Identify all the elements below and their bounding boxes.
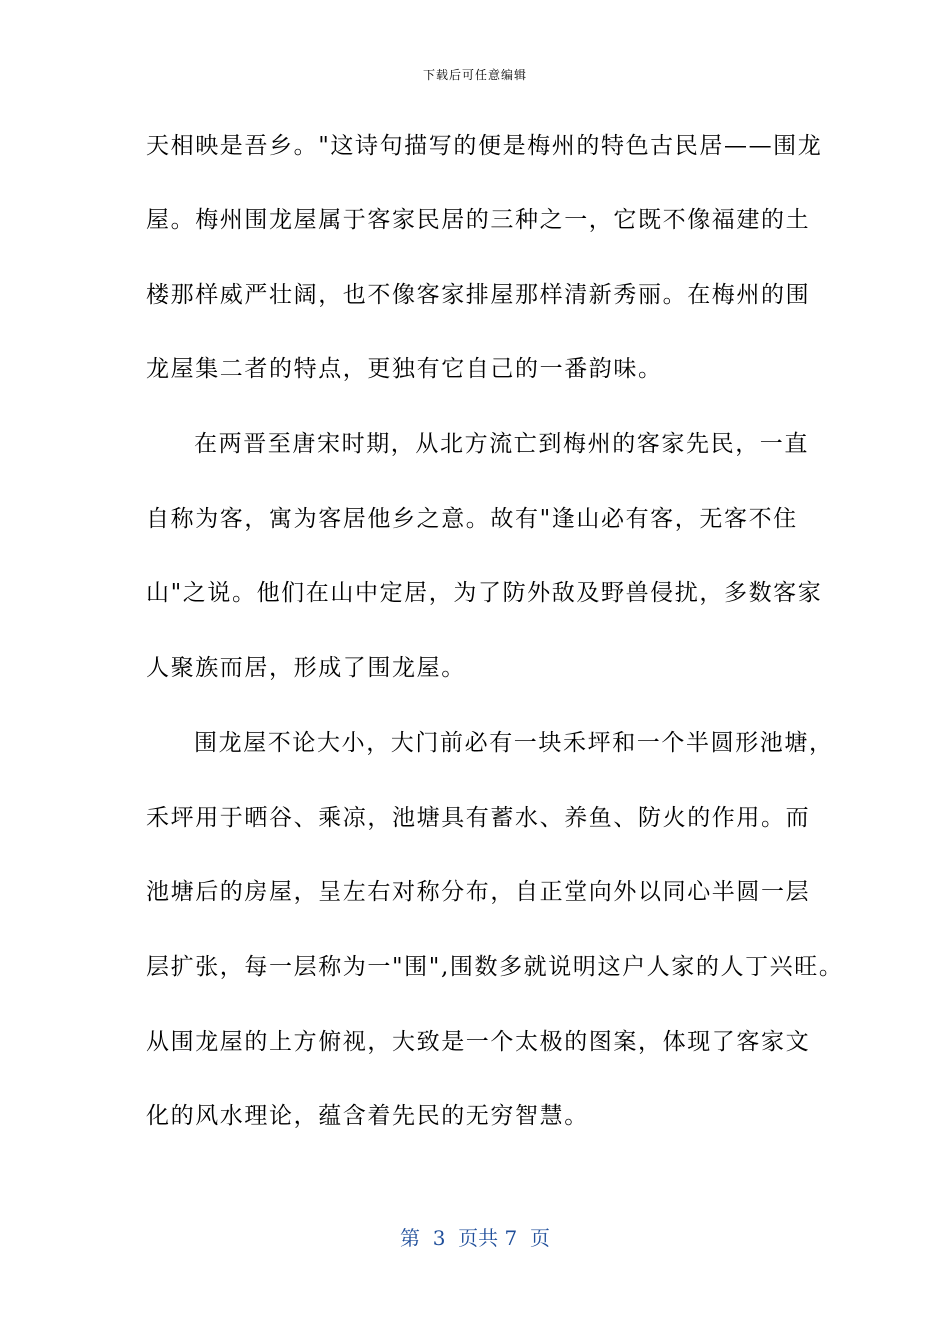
paragraph-line: 人聚族而居，形成了围龙屋。 <box>146 655 466 681</box>
paragraph-line: 禾坪用于晒谷、乘凉，池塘具有蓄水、养鱼、防火的作用。而 <box>146 805 811 831</box>
paragraph-line: 山"之说。他们在山中定居，为了防外敌及野兽侵扰，多数客家 <box>146 580 823 606</box>
page-number: 第 3 页共 7 页 <box>400 1226 550 1250</box>
paragraph-line: 自称为客，寓为客居他乡之意。故有"逢山必有客，无客不住 <box>146 506 798 532</box>
paragraph-line: 屋。梅州围龙屋属于客家民居的三种之一，它既不像福建的土 <box>146 207 811 233</box>
paragraph-line: 围龙屋不论大小，大门前必有一块禾坪和一个半圆形池塘， <box>194 730 834 756</box>
paragraph-line: 化的风水理论，蕴含着先民的无穷智慧。 <box>146 1103 589 1129</box>
page-header-note: 下载后可任意编辑 <box>422 68 527 82</box>
paragraph-line: 层扩张，每一层称为一"围",围数多就说明这户人家的人丁兴旺。 <box>146 954 844 980</box>
paragraph-line: 楼那样威严壮阔，也不像客家排屋那样清新秀丽。在梅州的围 <box>146 282 811 308</box>
paragraph-line: 池塘后的房屋，呈左右对称分布，自正堂向外以同心半圆一层 <box>146 879 811 905</box>
paragraph-line: 在两晋至唐宋时期，从北方流亡到梅州的客家先民，一直 <box>194 431 809 457</box>
paragraph-line: 龙屋集二者的特点，更独有它自己的一番韵味。 <box>146 356 663 382</box>
paragraph-line: 从围龙屋的上方俯视，大致是一个太极的图案，体现了客家文 <box>146 1029 811 1055</box>
paragraph-line: 天相映是吾乡。"这诗句描写的便是梅州的特色古民居——围龙 <box>146 133 823 159</box>
